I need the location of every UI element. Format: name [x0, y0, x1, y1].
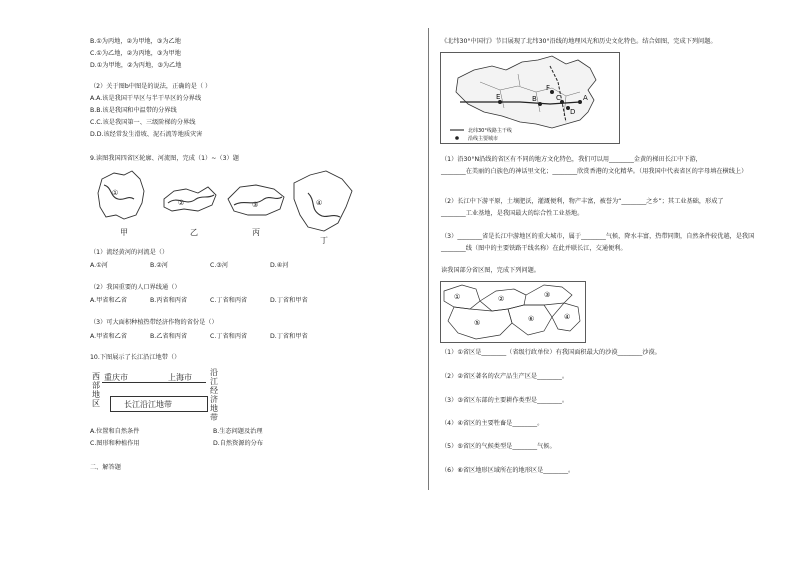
label-b: B — [532, 95, 537, 103]
svg-text:沿线主要城市: 沿线主要城市 — [468, 136, 499, 142]
river-2 — [168, 195, 214, 203]
label-c: C — [556, 94, 561, 102]
yangtze-diagram — [92, 366, 222, 428]
china-route-map — [440, 52, 620, 144]
q2-option-a: A.A.该是我国干旱区与半干旱区的分界线 — [90, 95, 202, 102]
map2-q6: （6）⑥省区地形区域所在的地形区是________。 — [441, 467, 575, 474]
q9-sub1-stem: （1）流经黄河的河流是（） — [90, 249, 169, 256]
province-yi-outline — [164, 187, 216, 211]
map2-q1: （1）①省区是________（省级行政单位）有我国面积最大的沙漠________沙漠。 — [441, 349, 661, 356]
label-bing: 丙 — [252, 228, 260, 237]
map2-marker-5: ⑤ — [474, 319, 481, 327]
q10-option-d: D.自然资源的分布 — [213, 440, 264, 447]
q2-option-b: B.B.该是我国和中温带的分界线 — [90, 107, 177, 114]
q2-option-c: C.C.该是我国第一、三级阶梯的分界线 — [90, 119, 196, 126]
map2-q5: （5）⑤省区的气候类型是________气候。 — [441, 443, 556, 450]
province-bing-outline — [228, 185, 284, 215]
q1-line1: （1）沿30°N沿线的省区有不同的地方文化特色，我们可以用________金黄的梯田长江中下游， — [441, 156, 702, 163]
label-d: D — [570, 108, 576, 116]
city-left: 重庆市 — [104, 373, 128, 382]
city-b — [538, 102, 542, 106]
city-f — [550, 90, 554, 94]
blank-4: ________ — [621, 198, 647, 205]
map2-q3: （3）③省区东部的主要耕作类型是________。 — [441, 397, 569, 404]
q10-option-a: A.位置和自然条件 — [90, 428, 140, 435]
label-e: E — [496, 93, 501, 101]
blank-7: ________ — [581, 233, 606, 240]
q10-option-c: C.图形和种植作用 — [90, 440, 140, 447]
map2-q2: （2）②省区著名的农产品生产区是________。 — [441, 373, 569, 380]
marker-2: ② — [178, 199, 185, 207]
right-vertical-label: 沿江经济地带 — [210, 368, 218, 422]
marker-4: ④ — [316, 199, 323, 207]
blank-8: ________ — [441, 245, 466, 252]
map2-marker-1: ① — [454, 293, 461, 301]
q9-sub1-d: D.④河 — [270, 262, 289, 269]
provinces-map — [440, 281, 586, 343]
q9-sub2-d: D.丁省和甲省 — [270, 297, 308, 304]
label-f: F — [546, 84, 551, 92]
section-heading: 二、解答题 — [90, 464, 121, 471]
q2-stem: （2）关于图b中图是的说法，正确的是（ ） — [90, 83, 212, 90]
city-a — [578, 100, 582, 104]
map2-q4: （4）④省区的主要牲畜是________。 — [441, 420, 544, 427]
q10-option-b: B.生态问题及治理 — [213, 428, 263, 435]
q9-sub1-b: B.②河 — [150, 262, 168, 269]
q9-sub2-stem: （2）我国重要的人口界线通（） — [90, 284, 181, 291]
blank-9: ________ — [481, 349, 507, 356]
q10-stem: 10.下图展示了长江沿江地带（） — [90, 354, 181, 361]
column-divider — [428, 28, 429, 490]
blank-6: ________ — [457, 233, 483, 240]
q9-sub2-c: C.丁省和丙省 — [210, 297, 248, 304]
option-d: D.①为甲地，②为丙地，③为乙地 — [90, 62, 182, 69]
top-line — [102, 382, 206, 383]
q9-sub3-c: C.丁省和丙省 — [210, 333, 248, 340]
q9-sub2-a: A.甲省和乙省 — [90, 297, 128, 304]
q9-sub1-a: A.①河 — [90, 262, 108, 269]
marker-1: ① — [112, 189, 119, 197]
q2-line1: （2）长江中下游平原，土壤肥沃，灌溉便利，物产丰富，被誉为“________之乡”；其工业基础，形成了 — [441, 198, 724, 205]
left-vertical-label: 西部地区 — [92, 372, 100, 408]
q9-sub3-b: B.乙省和丙省 — [150, 333, 188, 340]
label-a: A — [583, 94, 588, 102]
river-1 — [104, 185, 134, 199]
q9-sub3-stem: （3）可大面积种植热带经济作物的省份是（） — [90, 319, 218, 326]
province-jia-outline — [98, 171, 144, 219]
q3-line1: （3）________省是长江中游地区的重大城市，属于________气候，降水丰富，热带同期，自然条件较优越，是我国 — [441, 233, 755, 240]
blank-3: ________ — [552, 168, 578, 175]
svg-text:北纬30°线路主干线: 北纬30°线路主干线 — [468, 128, 512, 134]
belt-label: 长江沿江地带 — [124, 400, 172, 409]
q2-line2: ________工业基地，是我国最大的综合性工业基地。 — [441, 210, 584, 217]
map2-marker-2: ② — [498, 295, 505, 303]
q9-stem: 9.读图我国四省区轮廓、河流图，完成（1）~（3）题 — [90, 155, 239, 162]
river-4 — [308, 193, 340, 217]
q3-line2: ________线（图中的主要铁路干线名称）在此并联长江，交通便利。 — [441, 245, 627, 252]
option-c: C.①为乙地，②为丙地，③为甲地 — [90, 50, 181, 57]
map1-intro: 《北纬30°中国行》节目展现了北纬30°沿线的地理风光和历史文化特色。结合如图，完成下列问题。 — [441, 38, 717, 45]
q9-sub2-b: B.丙省和丙省 — [150, 297, 188, 304]
q1-line2: ________在美丽的白族色的神话里文化；________欣赏香港的文化精华。（用我国中代表省区的字母填在横线上） — [441, 168, 748, 175]
label-yi: 乙 — [190, 228, 198, 237]
map2-marker-4: ④ — [564, 313, 571, 321]
q2-option-d: D.D.该经常发生滑坡、泥石流等地质灾害 — [90, 131, 203, 138]
label-jia: 甲 — [120, 228, 128, 237]
city-right: 上海市 — [168, 373, 192, 382]
marker-3: ③ — [252, 201, 259, 209]
blank-2: ________ — [441, 168, 466, 175]
blank-5: ________ — [441, 210, 466, 217]
label-ding: 丁 — [320, 236, 328, 245]
q9-sub1-c: C.③河 — [210, 262, 229, 269]
province-ding-outline — [294, 171, 352, 231]
option-b: B.①为丙地，②为甲地，③为乙地 — [90, 38, 181, 45]
blank-1: ________ — [609, 156, 634, 163]
map2-marker-6: ⑥ — [528, 315, 535, 323]
q9-sub3-d: D.丁省和甲省 — [270, 333, 308, 340]
map2-intro: 读我国部分省区图，完成下列问题。 — [441, 267, 540, 274]
provinces-figure — [94, 165, 364, 245]
q9-sub3-a: A.甲省和乙省 — [90, 333, 128, 340]
map2-marker-3: ③ — [544, 291, 551, 299]
